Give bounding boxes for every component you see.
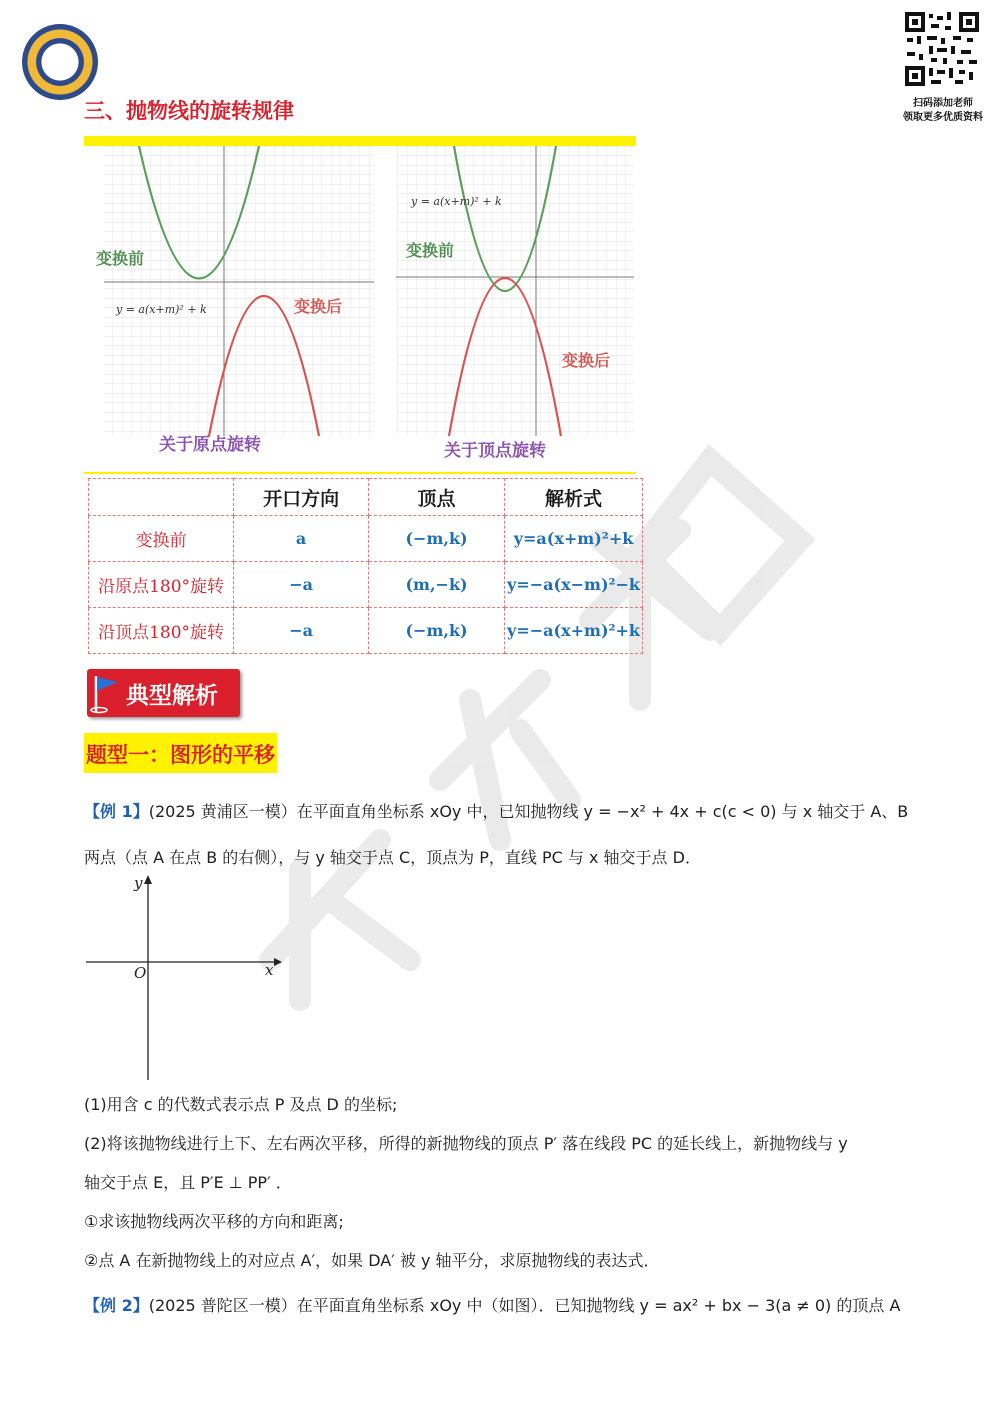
school-logo	[22, 24, 98, 100]
question-2a: (2)将该抛物线进行上下、左右两次平移，所得的新抛物线的顶点 P′ 落在线段 PC 的延长线上，新抛物线与 y	[84, 1134, 848, 1153]
example2-line1	[84, 1293, 900, 1316]
row-vertex: (−m,k)	[369, 516, 505, 562]
row-vertex: (m,−k)	[369, 562, 505, 608]
table-header-cell	[89, 479, 234, 516]
highlight-line	[84, 472, 636, 474]
table-row	[89, 608, 643, 654]
example1-line2: 两点（点 A 在点 B 的右侧），与 y 轴交于点 C，顶点为 P，直线 PC 与 x 轴交于点 D．	[84, 848, 701, 867]
row-expression: y=a(x+m)²+k	[505, 516, 643, 562]
qr-code	[903, 10, 981, 88]
table-row	[89, 562, 643, 608]
coordinate-axes	[84, 872, 284, 1082]
row-expression: y=−a(x+m)²+k	[505, 608, 643, 654]
highlight-bar	[84, 136, 636, 146]
example2-tag: 【例 2】	[84, 1296, 149, 1315]
rotation-table	[88, 478, 643, 654]
row-direction: −a	[234, 562, 369, 608]
question-2-1: ①求该抛物线两次平移的方向和距离;	[84, 1212, 344, 1231]
right-label-before: 变换前	[406, 241, 455, 260]
question-1: (1)用含 c 的代数式表示点 P 及点 D 的坐标;	[84, 1095, 398, 1114]
row-direction: a	[234, 516, 369, 562]
left-caption: 关于原点旋转	[159, 435, 261, 455]
origin-label: O	[134, 964, 147, 982]
left-label-after: 变换后	[294, 297, 343, 316]
badge-label: 典型解析	[126, 683, 218, 709]
table-header-cell: 顶点	[369, 479, 505, 516]
right-label-after: 变换后	[562, 351, 611, 370]
qr-caption	[895, 97, 991, 125]
table-header-cell: 开口方向	[234, 479, 369, 516]
y-axis-label: y	[134, 874, 143, 892]
row-vertex: (−m,k)	[369, 608, 505, 654]
question-2-2: ②点 A 在新抛物线上的对应点 A′，如果 DA′ 被 y 轴平分，求原抛物线的表达式．	[84, 1251, 660, 1270]
left-label-before: 变换前	[96, 249, 145, 268]
right-formula: y = a(x+m)² + k	[411, 195, 502, 208]
question-2b: 轴交于点 E，且 P′E ⊥ PP′ ．	[84, 1173, 292, 1192]
row-direction: −a	[234, 608, 369, 654]
type-title: 题型一：图形的平移	[84, 733, 277, 773]
section-title: 三、抛物线的旋转规律	[84, 99, 294, 123]
example2-text1: (2025 普陀区一模）在平面直角坐标系 xOy 中（如图）．已知抛物线 y = ax² + bx − 3(a ≠ 0) 的顶点 A	[148, 1296, 901, 1315]
row-label: 变换前	[89, 516, 234, 562]
table-header-row	[89, 479, 643, 516]
qr-caption-line1: 扫码添加老师	[913, 98, 973, 109]
x-axis-label: x	[265, 961, 274, 979]
example1-text1: (2025 黄浦区一模）在平面直角坐标系 xOy 中，已知抛物线 y = −x² + 4x + c(c < 0) 与 x 轴交于 A、B	[148, 802, 909, 821]
table-row	[89, 516, 643, 562]
rotation-graphs	[84, 146, 636, 472]
example1-line1	[84, 799, 908, 822]
row-label: 沿顶点180°旋转	[89, 608, 234, 654]
example1-tag: 【例 1】	[84, 802, 149, 821]
right-caption: 关于顶点旋转	[444, 441, 546, 461]
flag-icon	[90, 672, 122, 714]
row-label: 沿原点180°旋转	[89, 562, 234, 608]
qr-caption-line2: 领取更多优质资料	[903, 112, 983, 123]
table-header-cell: 解析式	[505, 479, 643, 516]
row-expression: y=−a(x−m)²−k	[505, 562, 643, 608]
left-formula: y = a(x+m)² + k	[116, 303, 207, 316]
